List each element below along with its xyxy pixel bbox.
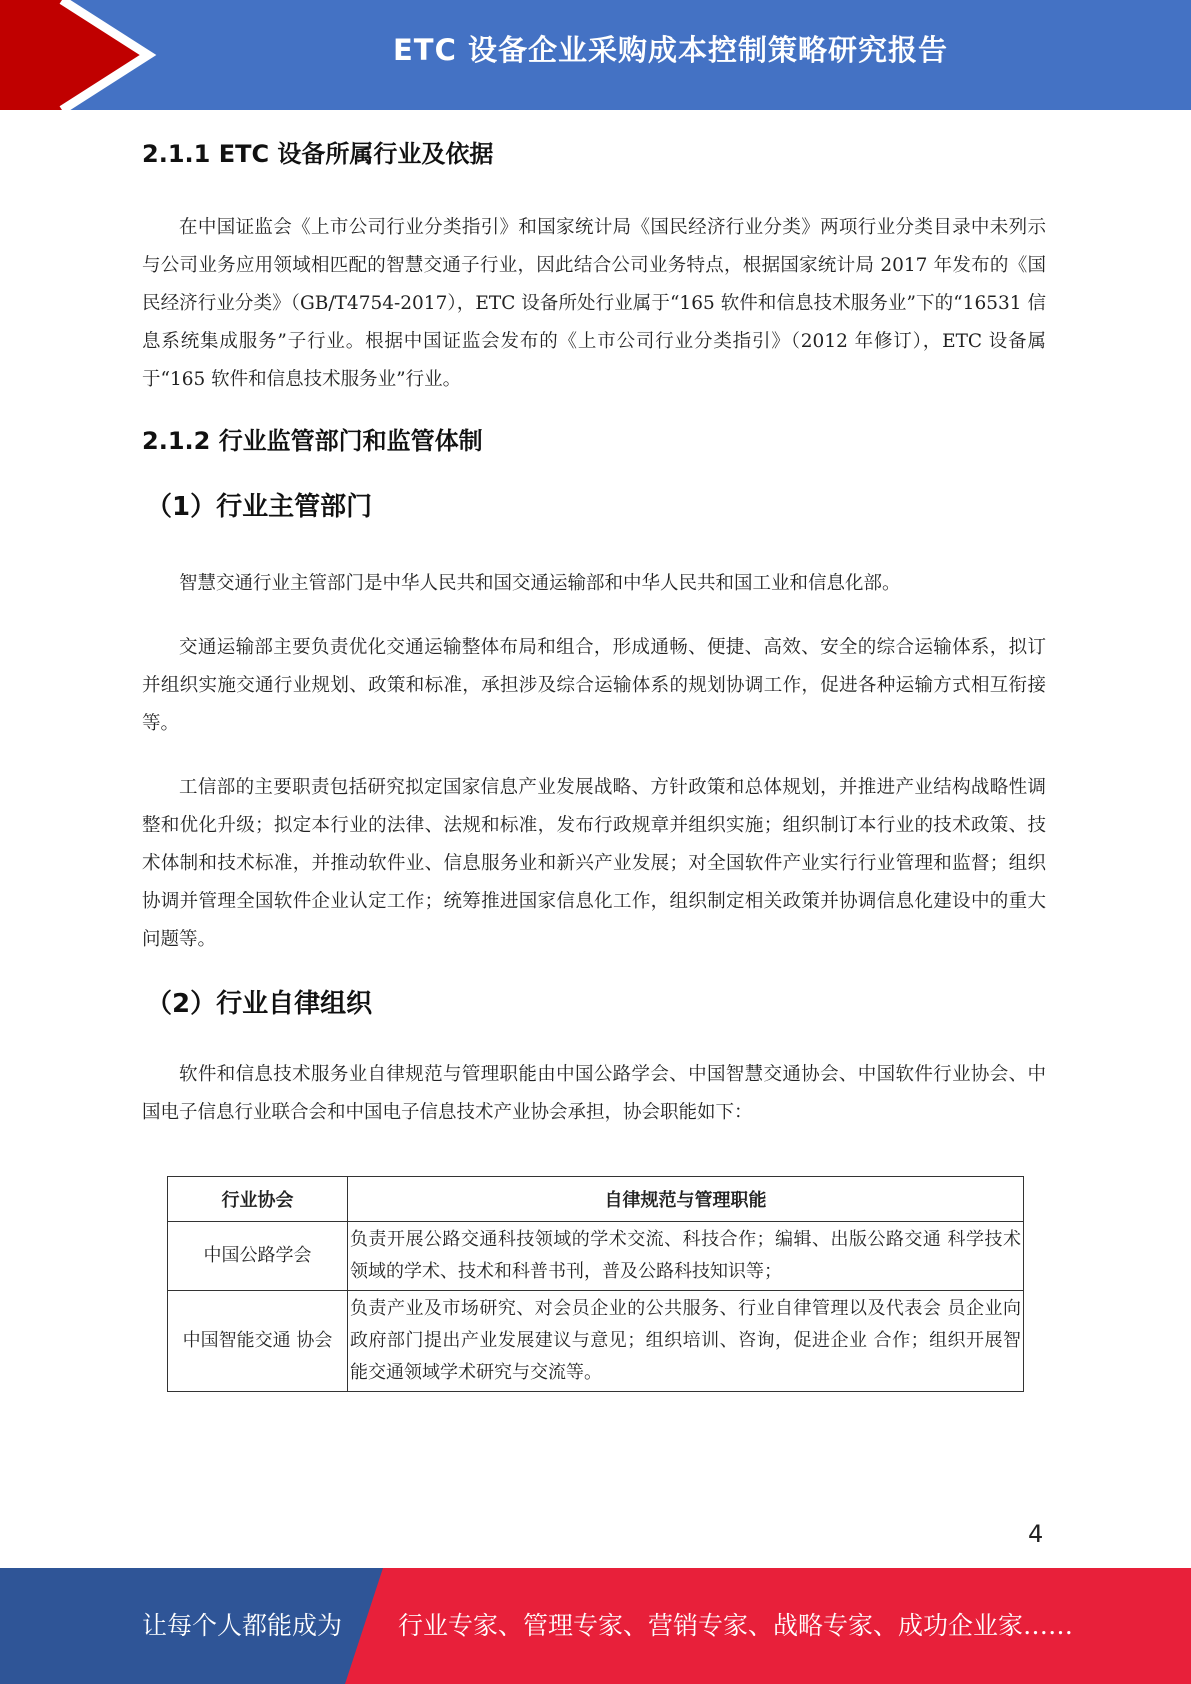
page-header [0,0,1191,110]
subheading-self-regulation: （2）行业自律组织 [146,989,373,1019]
page-footer [0,1568,1191,1684]
paragraph-authority-intro: 智慧交通行业主管部门是中华人民共和国交通运输部和中华人民共和国工业和信息化部。 [179,573,901,594]
paragraph-industry-basis: 在中国证监会《上市公司行业分类指引》和国家统计局《国民经济行业分类》两项行业分类目录中未列示与公司业务应用领域相匹配的智慧交通子行业，因此结合公司业务特点，根据国家统计局 2017 年发布的《国民经济行业分类》（GB/T4754-2017），ETC 设备所处行业属于“165 软件和信息技术服务业”下的“16531 信息系统集成服务”子行业。根据中国证监会发布的《上市公司行业分类指引》（2012 年修订），ETC 设备属于“165 软件和信息技术服务业”行业。 [142,217,1046,390]
table-header-functions: 自律规范与管理职能 [348,1177,1024,1222]
paragraph-transport-ministry: 交通运输部主要负责优化交通运输整体布局和组合，形成通畅、便捷、高效、安全的综合运输体系，拟订并组织实施交通行业规划、政策和标准，承担涉及综合运输体系的规划协调工作，促进各种运输方式相互衔接等。 [142,637,1046,734]
document-body [142,128,1046,1132]
footer-slogan-right: 行业专家、管理专家、营销专家、战略专家、成功企业家…… [398,1611,1074,1640]
footer-slogan-left: 让每个人都能成为 [142,1611,343,1640]
paragraph-self-regulation: 软件和信息技术服务业自律规范与管理职能由中国公路学会、中国智慧交通协会、中国软件行业协会、中国电子信息行业联合会和中国电子信息技术产业协会承担，协会职能如下： [142,1064,1046,1123]
header-red-chevron [0,0,148,110]
table-cell-association-name: 中国公路学会 [168,1222,348,1291]
paragraph-miit: 工信部的主要职责包括研究拟定国家信息产业发展战略、方针政策和总体规划，并推进产业结构战略性调整和优化升级；拟定本行业的法律、法规和标准，发布行政规章并组织实施；组织制订本行业的技术政策、技术体制和技术标准，并推动软件业、信息服务业和新兴产业发展；对全国软件产业实行行业管理和监督；组织协调并管理全国软件企业认定工作；统筹推进国家信息化工作，组织制定相关政策并协调信息化建设中的重大问题等。 [142,777,1046,950]
table-row [168,1291,1024,1392]
association-table [167,1176,1024,1392]
table-header-association: 行业协会 [168,1177,348,1222]
page-number: 4 [1028,1520,1044,1548]
table-cell-functions: 负责产业及市场研究、对会员企业的公共服务、行业自律管理以及代表会 员企业向政府部门提出产业发展建议与意见；组织培训、咨询，促进企业 合作；组织开展智能交通领域学术研究与交流等。 [348,1291,1024,1392]
section-heading-2-1-1: 2.1.1 ETC 设备所属行业及依据 [142,140,494,168]
header-title: ETC 设备企业采购成本控制策略研究报告 [393,33,948,67]
table-header-row [168,1177,1024,1222]
table-cell-association-name: 中国智能交通 协会 [168,1291,348,1392]
section-heading-2-1-2: 2.1.2 行业监管部门和监管体制 [142,427,483,455]
subheading-authority: （1）行业主管部门 [146,492,373,522]
table-cell-functions: 负责开展公路交通科技领域的学术交流、科技合作；编辑、出版公路交通 科学技术领域的学术、技术和科普书刊，普及公路科技知识等； [348,1222,1024,1291]
table-row [168,1222,1024,1291]
